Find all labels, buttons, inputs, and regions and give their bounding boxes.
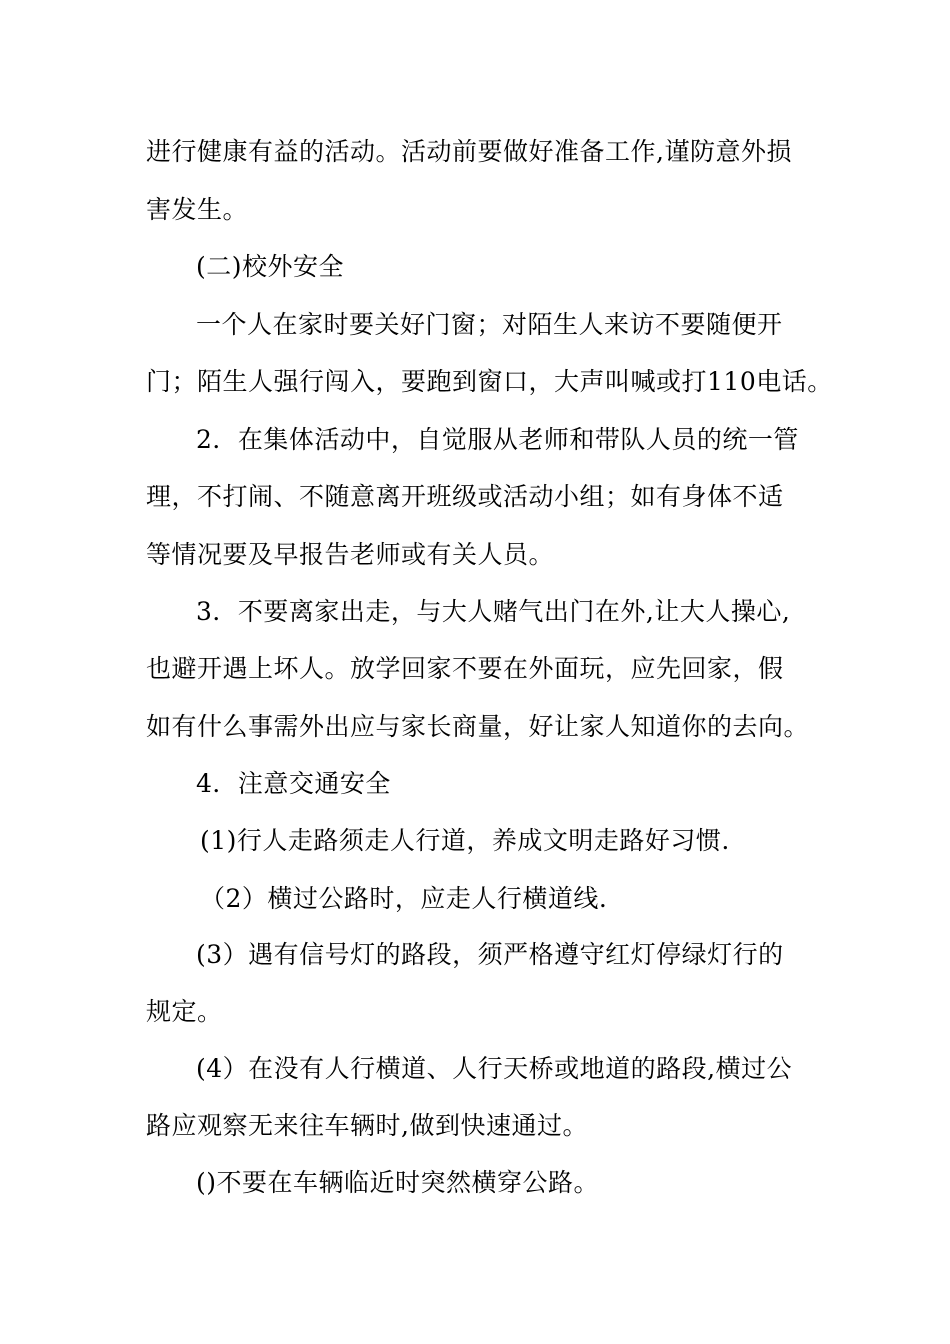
text-line: 理，不打闹、不随意离开班级或活动小组；如有身体不适 [146, 482, 784, 511]
text-line: 一个人在家时要关好门窗；对陌生人来访不要随便开 [196, 310, 783, 339]
text-line: 也避开遇上坏人。放学回家不要在外面玩，应先回家，假 [146, 654, 784, 683]
text-line: ()不要在车辆临近时突然横穿公路。 [196, 1168, 600, 1197]
text-line: 如有什么事需外出应与家长商量，好让家人知道你的去向。 [146, 712, 810, 741]
text-line: (3）遇有信号灯的路段，须严格遵守红灯停绿灯行的 [196, 940, 784, 969]
section-heading: (二)校外安全 [196, 252, 345, 281]
text-line: 3．不要离家出走，与大人赌气出门在外,让大人操心, [196, 597, 791, 626]
text-line: 害发生。 [146, 195, 249, 224]
text-line: 门；陌生人强行闯入，要跑到窗口，大声叫喊或打110电话。 [146, 367, 833, 396]
text-line: 规定。 [146, 997, 223, 1026]
text-line: 等情况要及早报告老师或有关人员。 [146, 540, 555, 569]
text-line: (1)行人走路须走人行道，养成文明走路好习惯. [200, 826, 730, 855]
text-line: 进行健康有益的活动。活动前要做好准备工作,谨防意外损 [146, 137, 792, 166]
text-line: 路应观察无来往车辆时,做到快速通过。 [146, 1111, 588, 1140]
text-line: (4）在没有人行横道、人行天桥或地道的路段,横过公 [196, 1054, 793, 1083]
text-line: 4．注意交通安全 [196, 769, 391, 798]
text-line: 2．在集体活动中，自觉服从老师和带队人员的统一管 [196, 425, 799, 454]
text-line: （2）横过公路时，应走人行横道线. [200, 884, 608, 913]
